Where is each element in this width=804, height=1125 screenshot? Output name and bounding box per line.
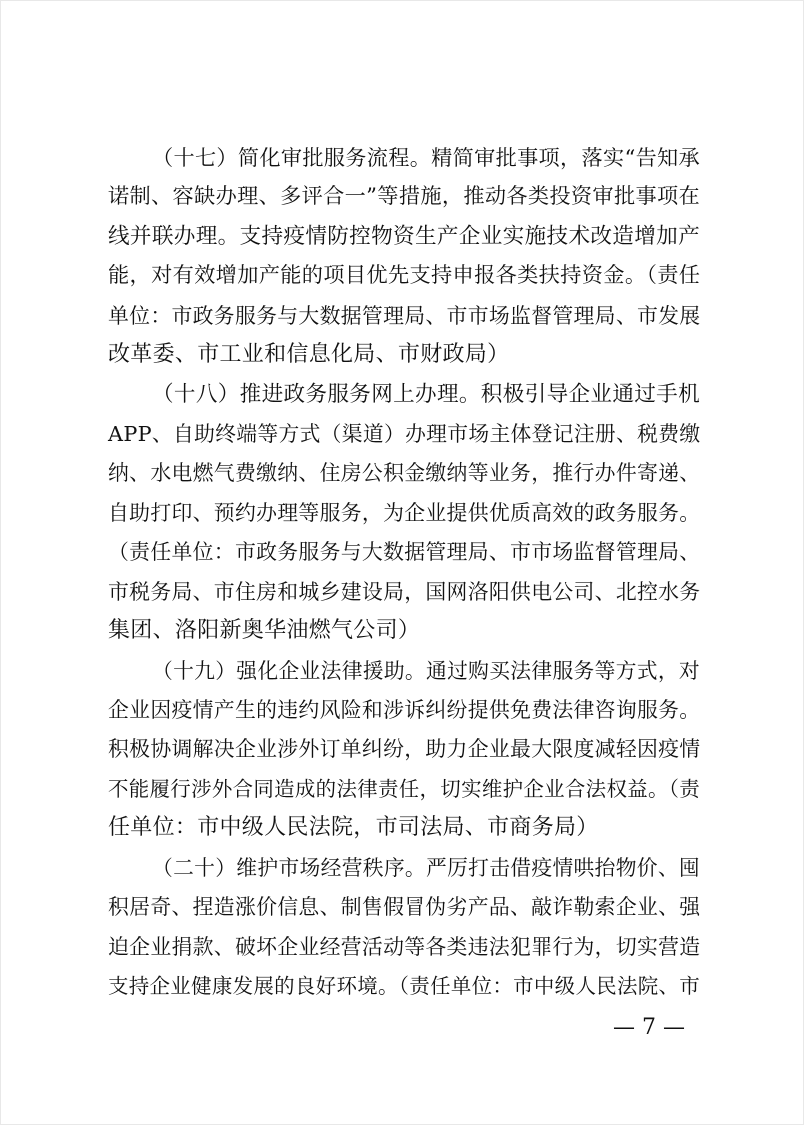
paragraph-17-line-2: 诺制、容缺办理、多评合一”等措施，推动各类投资审批事项在 [108,184,700,209]
paragraph-19-line-5: 任单位：市中级人民法院，市司法局、市商务局） [108,815,599,840]
paragraph-17-line-6: 改革委、市工业和信息化局、市财政局） [108,342,510,367]
paragraph-17-line-1: （十七）简化审批服务流程。精简审批事项，落实“告知承 [152,145,700,170]
page-number: — 7 — [613,1015,685,1040]
paragraph-19-line-1: （十九）强化企业法律援助。通过购买法律服务等方式，对 [152,659,700,683]
paragraph-18-line-6: 市税务局、市住房和城乡建设局，国网洛阳供电公司、北控水务 [108,580,701,604]
paragraph-17-line-5: 单位：市政务服务与大数据管理局、市市场监督管理局、市发展 [108,304,701,328]
paragraph-19-line-4: 不能履行涉外合同造成的法律责任，切实维护企业合法权益。（责 [108,777,701,801]
paragraph-18-line-4: 自助打印、预约办理等服务，为企业提供优质高效的政务服务。 [108,501,701,525]
paragraph-18-line-2: APP、自助终端等方式（渠道）办理市场主体登记注册、税费缴 [108,422,701,446]
paragraph-19-line-3: 积极协调解决企业涉外订单纠纷，助力企业最大限度减轻因疫情 [108,737,701,761]
paragraph-20-line-1: （二十）维护市场经营秩序。严厉打击借疫情哄抬物价、囤 [152,856,700,880]
paragraph-18-line-5: （责任单位：市政务服务与大数据管理局、市市场监督管理局、 [108,540,701,564]
paragraph-17-line-3: 线并联办理。支持疫情防控物资生产企业实施技术改造增加产 [108,224,700,249]
paragraph-18-line-7: 集团、洛阳新奥华油燃气公司） [108,618,421,643]
paragraph-20-line-4: 支持企业健康发展的良好环境。（责任单位：市中级人民法院、市 [108,974,701,998]
paragraph-18-line-3: 纳、水电燃气费缴纳、住房公积金缴纳等业务，推行办件寄递、 [108,461,701,485]
paragraph-17-line-4: 能，对有效增加产能的项目优先支持申报各类扶持资金。（责任 [108,263,701,288]
paragraph-20-line-3: 迫企业捐款、破坏企业经营活动等各类违法犯罪行为，切实营造 [108,935,701,959]
paragraph-18-line-1: （十八）推进政务服务网上办理。积极引导企业通过手机 [152,382,700,407]
paragraph-19-line-2: 企业因疫情产生的违约风险和涉诉纠纷提供免费法律咨询服务。 [108,698,701,722]
paragraph-20-line-2: 积居奇、捏造涨价信息、制售假冒伪劣产品、敲诈勒索企业、强 [108,895,701,919]
